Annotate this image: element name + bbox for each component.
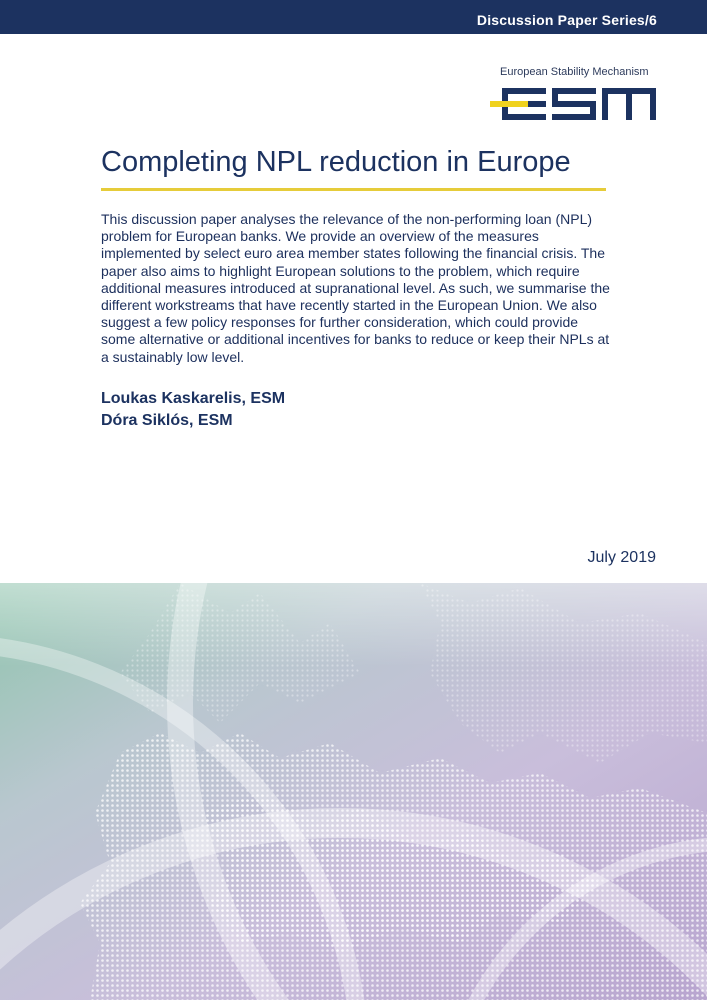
- dotted-europe-map-icon: [0, 583, 707, 1000]
- title-underline: [101, 188, 606, 191]
- author-1: Loukas Kaskarelis, ESM: [101, 390, 286, 407]
- series-label: Discussion Paper Series/6: [476, 12, 657, 28]
- author-list: [101, 388, 285, 432]
- header-bar: [0, 0, 707, 34]
- paper-title: Completing NPL reduction in Europe: [101, 146, 571, 178]
- author-2: Dóra Siklós, ESM: [101, 412, 233, 429]
- abstract: This discussion paper analyses the relevance of the non-performing loan (NPL) problem for European banks. We provide an overview of the measures implemented by select euro area member states following the financial crisis. The paper also aims to highlight European solutions to the problem, which require additional measures introduced at supranational level. As such, we summarise the different workstreams that have recently started in the European Union. We also suggest a few policy responses for further consideration, which could provide some alternative or additional incentives for banks to reduce or keep their NPLs at a sustainably low level.: [101, 211, 610, 365]
- logo-caption: European Stability Mechanism: [500, 66, 649, 78]
- cover-map-image: [0, 583, 707, 1000]
- publication-date: July 2019: [587, 549, 656, 566]
- esm-logo: [490, 84, 660, 124]
